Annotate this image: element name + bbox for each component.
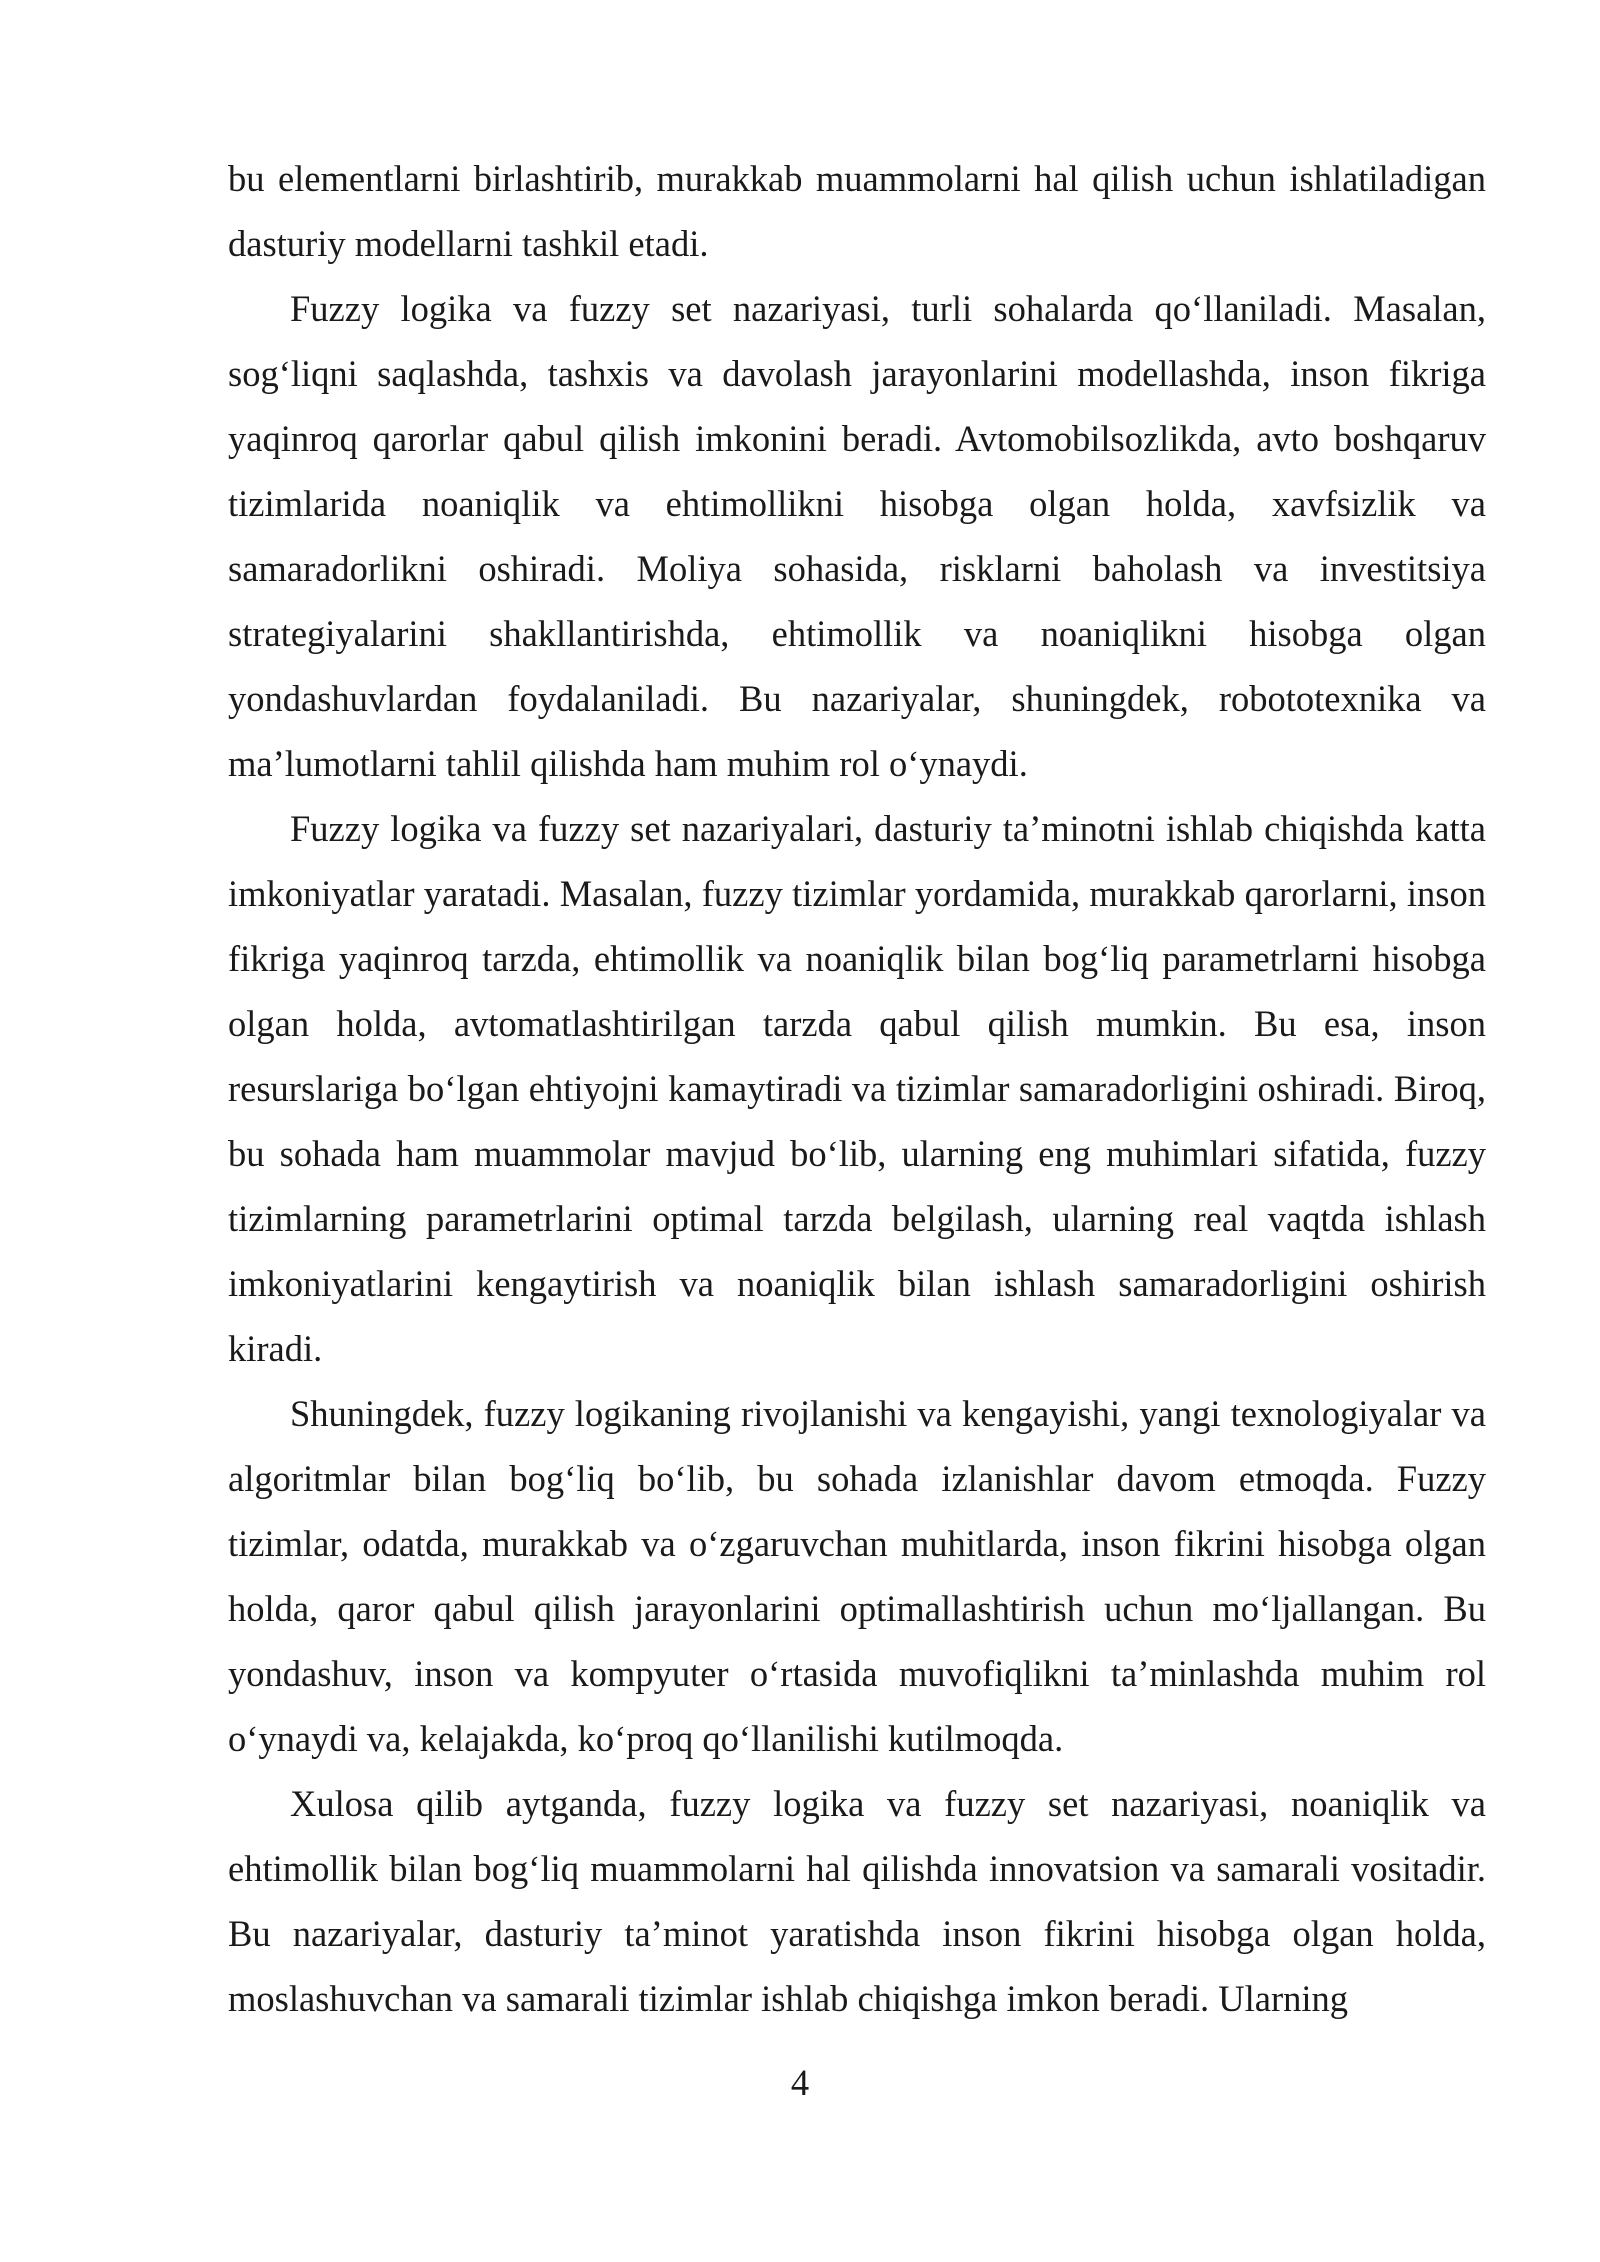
paragraph-software-opportunities: Fuzzy logika va fuzzy set nazariyalari, dasturiy ta’minotni ishlab chiqishda katta imkoniyatlar yaratadi. Masalan, fuzzy tizimlar yordamida, murakkab qarorlarni, inson fikriga yaqinroq tarzda, ehtimollik va noaniqlik bilan bog‘liq parametrlarni hisobga olgan holda, avtomatlashtirilgan tarzda qabul qilish mumkin. Bu esa, inson resurslariga bo‘lgan ehtiyojni kamaytiradi va tizimlar samaradorligini oshiradi. Biroq, bu sohada ham muammolar mavjud bo‘lib, ularning eng muhimlari sifatida, fuzzy tizimlarning parametrlarini optimal tarzda belgilash, ularning real vaqtda ishlash imkoniyatlarini kengaytirish va noaniqlik bilan ishlash samaradorligini oshirish kiradi. [228,808,1486,1369]
document-body [228,146,1486,2031]
paragraph-development: Shuningdek, fuzzy logikaning rivojlanishi va kengayishi, yangi texnologiyalar va algoritmlar bilan bog‘liq bo‘lib, bu sohada izlanishlar davom etmoqda. Fuzzy tizimlar, odatda, murakkab va o‘zgaruvchan muhitlarda, inson fikrini hisobga olgan holda, qaror qabul qilish jarayonlarini optimallashtirish uchun mo‘ljallangan. Bu yondashuv, inson va kompyuter o‘rtasida muvofiqlikni ta’minlashda muhim rol o‘ynaydi va, kelajakda, ko‘proq qo‘llanilishi kutilmoqda. [228,1393,1486,1759]
page-number: 4 [790,2062,810,2103]
paragraph-conclusion: Xulosa qilib aytganda, fuzzy logika va fuzzy set nazariyasi, noaniqlik va ehtimollik bilan bog‘liq muammolarni hal qilishda innovatsion va samarali vositadir. Bu nazariyalar, dasturiy ta’minot yaratishda inson fikrini hisobga olgan holda, moslashuvchan va samarali tizimlar ishlab chiqishga imkon beradi. Ularning [228,1783,1486,2019]
paragraph-applications: Fuzzy logika va fuzzy set nazariyasi, turli sohalarda qo‘llaniladi. Masalan, sog‘liqni saqlashda, tashxis va davolash jarayonlarini modellashda, inson fikriga yaqinroq qarorlar qabul qilish imkonini beradi. Avtomobilsozlikda, avto boshqaruv tizimlarida noaniqlik va ehtimollikni hisobga olgan holda, xavfsizlik va samaradorlikni oshiradi. Moliya sohasida, risklarni baholash va investitsiya strategiyalarini shakllantirishda, ehtimollik va noaniqlikni hisobga olgan yondashuvlardan foydalaniladi. Bu nazariyalar, shuningdek, robototexnika va ma’lumotlarni tahlil qilishda ham muhim rol o‘ynaydi. [228,288,1486,784]
paragraph-continuation: bu elementlarni birlashtirib, murakkab muammolarni hal qilish uchun ishlatiladigan dasturiy modellarni tashkil etadi. [228,158,1486,264]
